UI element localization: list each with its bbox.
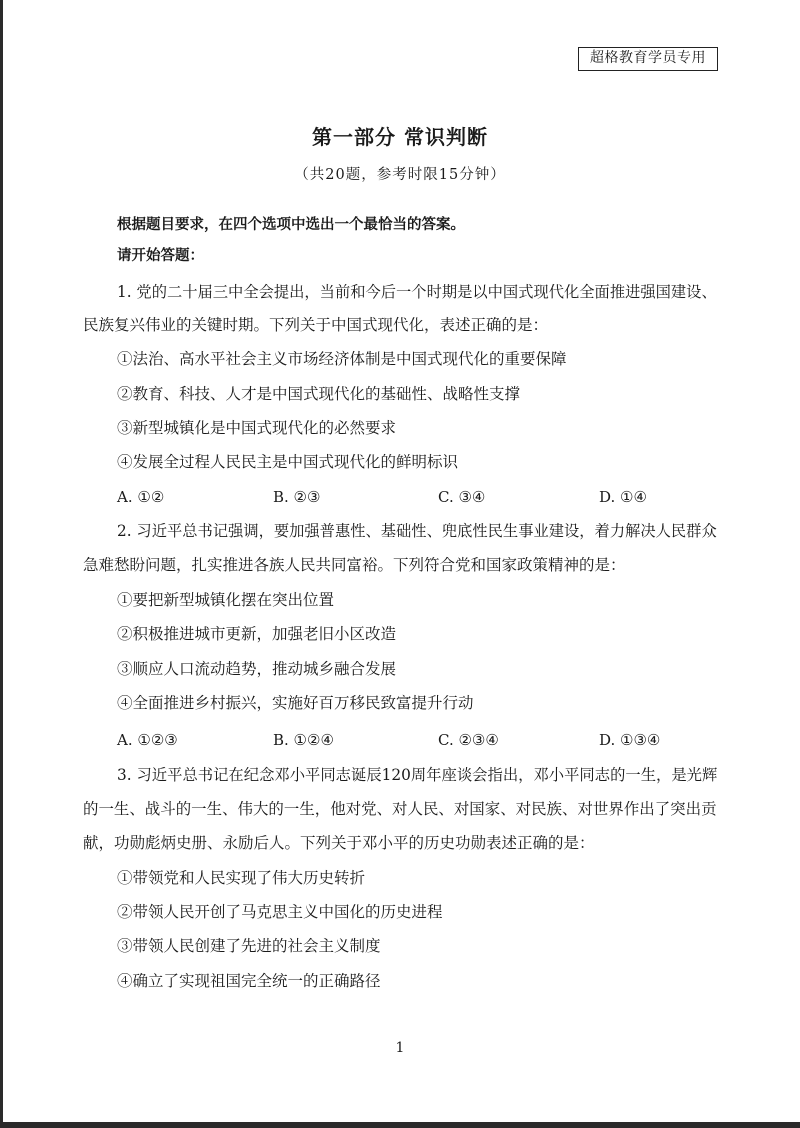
q2-stem-line-2: 急难愁盼问题，扎实推进各族人民共同富裕。下列符合党和国家政策精神的是： (83, 556, 626, 574)
q1-item-2: ②教育、科技、人才是中国式现代化的基础性、战略性支撑 (117, 385, 521, 403)
q3-item-4: ④确立了实现祖国完全统一的正确路径 (117, 972, 381, 990)
section-title: 第一部分 常识判断 (312, 125, 488, 149)
q2-option-d: D. ①③④ (599, 731, 661, 749)
section-subtitle: （共20题，参考时限15分钟） (294, 167, 506, 183)
q2-option-a: A. ①②③ (117, 731, 178, 749)
q2-option-b: B. ①②④ (273, 731, 334, 749)
q3-stem-line-1: 3. 习近平总书记在纪念邓小平同志诞辰120周年座谈会指出，邓小平同志的一生，是光辉 (117, 766, 718, 784)
q1-stem-line-2: 民族复兴伟业的关键时期。下列关于中国式现代化，表述正确的是： (83, 316, 549, 334)
scan-edge-bottom (0, 1122, 800, 1128)
q1-option-c: C. ③④ (438, 488, 486, 506)
q3-item-2: ②带领人民开创了马克思主义中国化的历史进程 (117, 903, 443, 921)
q3-item-1: ①带领党和人民实现了伟大历史转折 (117, 869, 366, 887)
page-number: 1 (395, 1040, 405, 1056)
q1-option-b: B. ②③ (273, 488, 321, 506)
q1-stem-line-1: 1. 党的二十届三中全会提出，当前和今后一个时期是以中国式现代化全面推进强国建设、 (117, 283, 717, 301)
q1-option-d: D. ①④ (599, 488, 647, 506)
q2-item-1: ①要把新型城镇化摆在突出位置 (117, 591, 335, 609)
q2-item-2: ②积极推进城市更新，加强老旧小区改造 (117, 625, 397, 643)
q2-option-c: C. ②③④ (438, 731, 499, 749)
start-prompt: 请开始答题： (117, 248, 204, 264)
q1-item-1: ①法治、高水平社会主义市场经济体制是中国式现代化的重要保障 (117, 350, 567, 368)
q3-stem-line-3: 献，功勋彪炳史册、永励后人。下列关于邓小平的历史功勋表述正确的是： (83, 834, 595, 852)
q3-stem-line-2: 的一生、战斗的一生、伟大的一生，他对党、对人民、对国家、对民族、对世界作出了突出贡 (83, 800, 717, 818)
q1-option-a: A. ①② (117, 488, 165, 506)
q2-item-3: ③顺应人口流动趋势，推动城乡融合发展 (117, 660, 397, 678)
student-only-stamp: 超格教育学员专用 (578, 47, 718, 71)
q1-item-4: ④发展全过程人民民主是中国式现代化的鲜明标识 (117, 453, 459, 471)
q2-item-4: ④全面推进乡村振兴，实施好百万移民致富提升行动 (117, 694, 474, 712)
q1-item-3: ③新型城镇化是中国式现代化的必然要求 (117, 419, 397, 437)
instruction-text: 根据题目要求，在四个选项中选出一个最恰当的答案。 (117, 217, 465, 233)
q2-stem-line-1: 2. 习近平总书记强调，要加强普惠性、基础性、兜底性民生事业建设，着力解决人民群众 (117, 522, 717, 540)
q3-item-3: ③带领人民创建了先进的社会主义制度 (117, 937, 381, 955)
